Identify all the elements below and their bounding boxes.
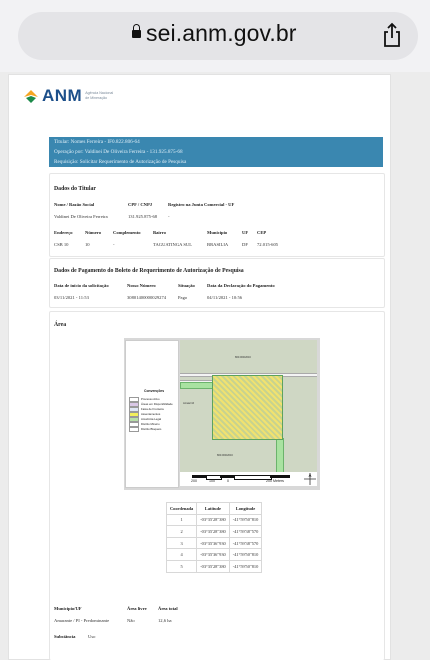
- value-data-inicio: 03/11/2021 - 11:53: [54, 295, 89, 300]
- value-nosso-numero: 30801400000029274: [127, 295, 167, 300]
- cell: -03°35'36"930: [197, 537, 230, 549]
- cell: -41°59'38"570: [229, 537, 262, 549]
- col-latitude: Latitude: [197, 503, 230, 515]
- scale-label: 0: [227, 479, 229, 483]
- cell: 5: [167, 560, 197, 572]
- logo-text: ANM: [42, 86, 83, 105]
- area-map[interactable]: [124, 338, 320, 490]
- col-longitude: Longitude: [229, 503, 262, 515]
- titular-section: [49, 173, 385, 257]
- value-endereco: CSB 10: [54, 242, 69, 247]
- titular-title: Dados do Titular: [54, 186, 96, 192]
- table-row: [167, 560, 262, 572]
- value-substancia: Uso: [88, 634, 96, 639]
- value-situacao: Pago: [178, 295, 188, 300]
- table-row: [167, 526, 262, 538]
- map-label-left: Arraial 16: [183, 402, 195, 405]
- value-area-livre: Não: [127, 618, 135, 623]
- map-label-bottom: 800.000/2016: [217, 454, 233, 457]
- label-municipio-uf: Município/UF: [54, 606, 82, 611]
- cell: -41°59'38"570: [229, 526, 262, 538]
- legend-label: Processo Ativo: [141, 397, 160, 402]
- cell: -03°35'28"380: [197, 526, 230, 538]
- legend-label: Distrito Bloqueio: [141, 427, 162, 432]
- legend-label: Áreas em Disponibilidade: [141, 402, 173, 407]
- scale-label: 200 Meters: [266, 479, 284, 483]
- label-nome: Nome / Razão Social: [54, 202, 95, 207]
- legend-label: Faixa de Fronteira: [141, 407, 164, 412]
- legend-swatch: [129, 427, 139, 432]
- table-row: [167, 514, 262, 526]
- value-area-total: 12,6 ha: [158, 618, 172, 623]
- map-label-top: 800.000/2016: [235, 356, 251, 359]
- table-row: [167, 537, 262, 549]
- coordinates-table: [166, 502, 262, 573]
- cell: -03°35'36"930: [197, 549, 230, 561]
- area-section: [49, 311, 385, 660]
- requested-area-polygon: [212, 375, 283, 440]
- coordinates-header-row: [167, 503, 262, 515]
- cell: -41°59'50"810: [229, 560, 262, 572]
- label-registro: Registro na Junta Comercial - UF: [168, 202, 235, 207]
- url-text[interactable]: sei.anm.gov.br: [146, 20, 297, 46]
- label-uf: UF: [242, 230, 249, 235]
- banner-line-2: Operação por: Valdinei De Oliveira Ferreira - 131.925.875-68: [54, 149, 183, 155]
- label-declaracao: Data da Declaração do Pagamento: [207, 283, 275, 288]
- cell: 3: [167, 537, 197, 549]
- browser-toolbar: [0, 0, 430, 72]
- label-nosso-numero: Nosso Número: [127, 283, 156, 288]
- value-cep: 72.015-605: [257, 242, 279, 247]
- legend-item: [129, 427, 161, 432]
- cell: -41°59'50"810: [229, 549, 262, 561]
- label-substancia: Substância: [54, 634, 76, 639]
- north-arrow-icon: [304, 473, 316, 485]
- label-complemento: Complemento: [113, 230, 141, 235]
- share-icon[interactable]: [382, 22, 402, 48]
- logo-subtitle: Agência Nacional de Mineração: [85, 91, 114, 100]
- banner-line-3: Requisição: Solicitar Requerimento de Autorização de Pesquisa: [54, 159, 187, 165]
- label-area-livre: Área livre: [127, 606, 147, 611]
- map-green-strip: [180, 382, 215, 389]
- map-canvas: [180, 340, 317, 486]
- cell: -41°59'50"810: [229, 514, 262, 526]
- label-area-total: Área total: [158, 606, 178, 611]
- col-coordenada: Coordenada: [167, 503, 197, 515]
- scale-label: 100: [209, 479, 215, 483]
- value-numero: 10: [85, 242, 90, 247]
- cell: 1: [167, 514, 197, 526]
- legend-label: Distrito Mineiro: [141, 422, 160, 427]
- anm-logo: [23, 85, 113, 107]
- legend-label: Assentamentos: [141, 412, 161, 417]
- area-title: Área: [54, 322, 67, 328]
- value-municipio: BRASILIA: [207, 242, 229, 247]
- label-situacao: Situação: [178, 283, 195, 288]
- lock-icon: [132, 30, 141, 38]
- cell: -03°35'28"380: [197, 560, 230, 572]
- legend-label: Amazônia Legal: [141, 417, 162, 422]
- label-bairro: Bairro: [153, 230, 166, 235]
- label-data-inicio: Data de início da solicitação: [54, 283, 109, 288]
- cell: 4: [167, 549, 197, 561]
- scale-label: 200: [191, 479, 197, 483]
- banner-line-1: Titular: Nomes Ferreira - IF0.822.806-64: [54, 139, 140, 145]
- label-municipio: Município: [207, 230, 228, 235]
- request-banner: [49, 137, 383, 167]
- legend-title: Convenções: [144, 389, 165, 393]
- map-scale-bar: [180, 472, 317, 486]
- label-endereco: Endereço: [54, 230, 73, 235]
- anm-logo-icon: [23, 88, 39, 104]
- map-green-strip: [276, 438, 284, 474]
- cell: -03°35'28"380: [197, 514, 230, 526]
- table-row: [167, 549, 262, 561]
- value-bairro: TAGUATINGA SUL: [153, 242, 193, 247]
- document-page: [8, 74, 391, 660]
- label-cep: CEP: [257, 230, 267, 235]
- value-uf: DF: [242, 242, 248, 247]
- value-cpf: 131.925.875-68: [128, 214, 158, 219]
- label-numero: Número: [85, 230, 101, 235]
- pagamento-section: [49, 258, 385, 308]
- pagamento-title: Dados de Pagamento do Boleto de Requerimento de Autorização de Pesquisa: [54, 268, 244, 274]
- value-complemento: -: [113, 242, 115, 247]
- label-cpf: CPF / CNPJ: [128, 202, 153, 207]
- cell: 2: [167, 526, 197, 538]
- value-declaracao: 04/11/2021 - 10:56: [207, 295, 243, 300]
- map-legend: [125, 340, 179, 488]
- value-municipio-uf: Amarante / PI - Predominante: [54, 618, 110, 623]
- value-nome: Valdinei De Oliveira Ferreira: [54, 214, 108, 219]
- value-registro: -: [168, 214, 170, 219]
